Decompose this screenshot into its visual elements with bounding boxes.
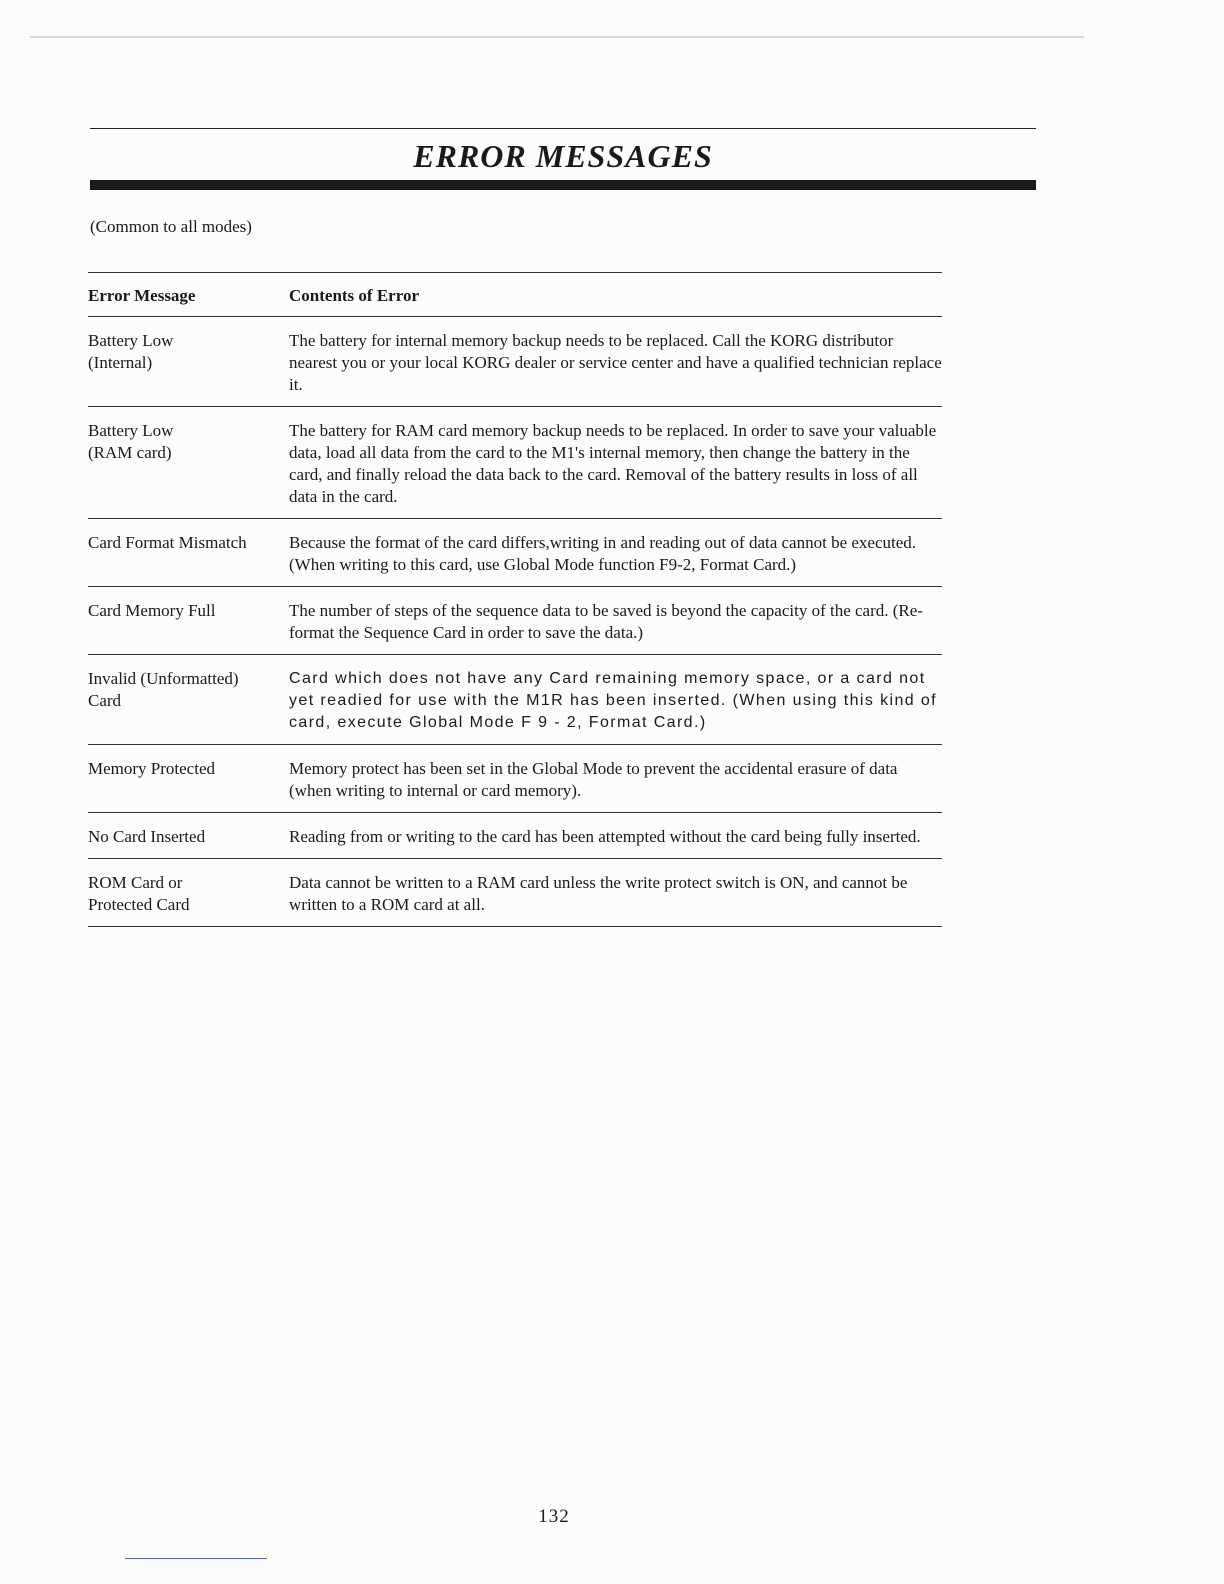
header-error-message: Error Message	[88, 286, 196, 305]
table-row	[88, 745, 942, 813]
table-row	[88, 407, 942, 519]
error-contents-cell: Memory protect has been set in the Global Mode to prevent the accidental erasure of data (when writing to internal or card memory).	[289, 759, 898, 800]
title-top-rule	[90, 128, 1036, 129]
error-message-cell: Invalid (Unformatted) Card	[88, 669, 239, 710]
header-contents-of-error: Contents of Error	[289, 286, 419, 305]
error-contents-cell: Reading from or writing to the card has been attempted without the card being fully inserted.	[289, 827, 921, 846]
error-contents-cell: Because the format of the card differs,writing in and reading out of data cannot be executed. (When writing to this card, use Global Mode function F9-2, Format Card.)	[289, 533, 917, 574]
error-contents-cell: The battery for RAM card memory backup needs to be replaced. In order to save your valuable data, load all data from the card to the M1's internal memory, then change the battery in the card, and finally reload the data back to the card. Removal of the battery results in loss of all data in the card.	[289, 421, 937, 506]
error-message-cell: Card Memory Full	[88, 601, 216, 620]
scan-bottom-edge-line	[125, 1558, 267, 1559]
error-contents-cell: Card which does not have any Card remaining memory space, or a card not yet readied for use with the M1R has been inserted. (When using this kind of card, execute Global Mode F 9 - 2, Format Card.)	[289, 670, 938, 731]
error-message-cell: Battery Low (RAM card)	[88, 421, 174, 462]
title-bottom-rule	[90, 180, 1036, 190]
table-row	[88, 813, 942, 859]
error-message-cell: Card Format Mismatch	[88, 533, 247, 552]
error-message-cell: ROM Card or Protected Card	[88, 873, 190, 914]
error-contents-cell: Data cannot be written to a RAM card unless the write protect switch is ON, and cannot be written to a ROM card at all.	[289, 873, 908, 914]
error-contents-cell: The battery for internal memory backup needs to be replaced. Call the KORG distributor nearest you or your local KORG dealer or service center and have a qualified technician replace it.	[289, 331, 942, 394]
error-message-cell: No Card Inserted	[88, 827, 206, 846]
table-row	[88, 317, 942, 407]
error-message-cell: Memory Protected	[88, 759, 215, 778]
table-row	[88, 859, 942, 927]
table-row	[88, 655, 942, 745]
page-subtitle: (Common to all modes)	[90, 217, 252, 236]
error-messages-table	[88, 272, 942, 927]
table-row	[88, 587, 942, 655]
scan-top-edge-line	[30, 36, 1084, 38]
error-contents-cell: The number of steps of the sequence data to be saved is beyond the capacity of the card. (Re-format the Sequence Card in order to save the data.)	[289, 601, 923, 642]
table-header-row	[88, 273, 942, 317]
table-row	[88, 519, 942, 587]
page-number: 132	[538, 1506, 570, 1527]
error-message-cell: Battery Low (Internal)	[88, 331, 174, 372]
page-title: ERROR MESSAGES	[413, 138, 713, 174]
